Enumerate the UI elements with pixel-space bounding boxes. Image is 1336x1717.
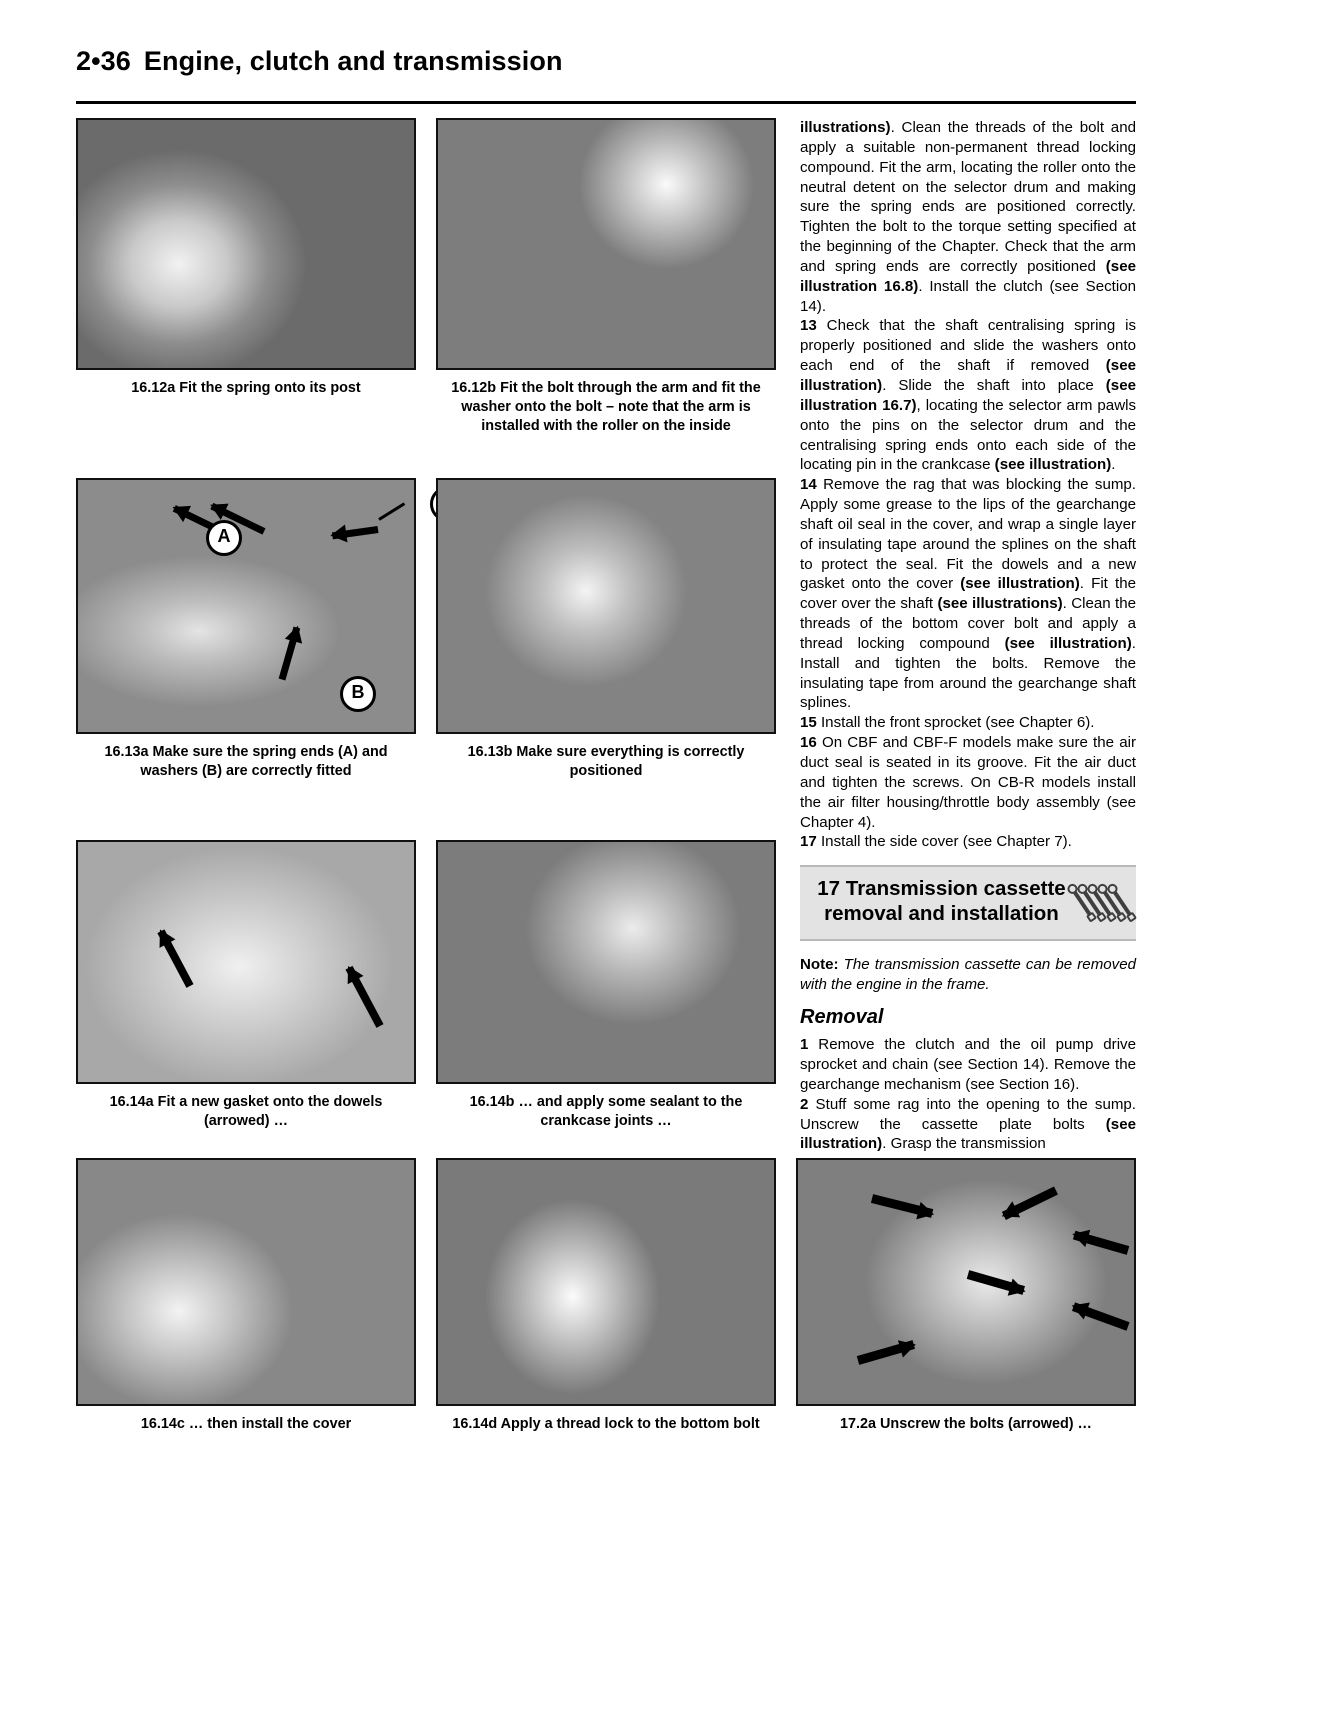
figure-image-16-14d <box>436 1158 776 1406</box>
paragraph-15 <box>800 713 1136 733</box>
para-13-part4: . <box>1111 456 1116 474</box>
figure-16-14c <box>76 1158 416 1434</box>
photo-texture <box>438 120 774 368</box>
para-continued-body: . Clean the threads of the bolt and apply a suitable non-permanent thread locking compound. Fit the arm, locating the roller onto the neutral detent on the selector drum and making sure the spring ends are positioned correctly. Tighten the bolt to the torque setting specified at the beginning of the Chapter. Check that the arm and spring ends are correctly positioned <box>800 119 1136 275</box>
paragraph-17 <box>800 832 1136 852</box>
figure-16-14b <box>436 840 776 1131</box>
photo-texture <box>78 120 414 368</box>
section-title-line1: Transmission cassette <box>845 877 1066 901</box>
figure-image-16-13a <box>76 478 416 734</box>
page-number: 2•36 <box>76 46 131 76</box>
page-header <box>76 46 1136 77</box>
para-17-text: Install the side cover (see Chapter 7). <box>816 833 1072 851</box>
para-15-text: Install the front sprocket (see Chapter 6). <box>816 714 1095 732</box>
para-14-part3: . Clean the threads of the bottom cover bolt and apply a thread locking compound <box>800 595 1136 652</box>
photo-texture <box>78 842 414 1082</box>
note-label: Note: <box>800 956 839 974</box>
bold-see-illustration-3: (see illustration) <box>960 575 1080 593</box>
paragraph-removal-1 <box>800 1035 1136 1095</box>
paragraph-continued <box>800 118 1136 316</box>
section-heading-line-1 <box>809 876 1074 901</box>
spanner-icon <box>1076 876 1130 934</box>
step-number-13: 13 <box>800 317 817 335</box>
figure-caption-16-12b: 16.12b Fit the bolt through the arm and fit the washer onto the bolt – note that the arm is installed with the roller on the inside <box>451 380 761 435</box>
figure-caption-16-14c: 16.14c … then install the cover <box>140 1416 352 1432</box>
figure-image-17-2a <box>796 1158 1136 1406</box>
figure-16-13b <box>436 478 776 781</box>
figure-caption-16-14a: 16.14a Fit a new gasket onto the dowels (arrowed) … <box>109 1094 383 1130</box>
para-continued-tail: . Install the clutch (see Section 14). <box>800 277 1136 315</box>
bold-see-illustration-4: (see illustration) <box>1004 634 1132 652</box>
paragraph-14 <box>800 475 1136 713</box>
photo-texture <box>438 480 774 732</box>
bold-ref-16-8: (see illustration 16.8) <box>800 257 1136 295</box>
para-13-part3: , locating the selector arm pawls onto the pins on the selector drum and the centralising spring ends onto each side of the locating pin in the crankcase <box>800 396 1137 474</box>
step-number-r1: 1 <box>800 1036 809 1054</box>
para-14-part2: . Fit the cover over the shaft <box>800 575 1136 613</box>
section-heading-block <box>800 865 1136 941</box>
step-number-14: 14 <box>800 476 817 494</box>
callout-a: A <box>206 520 242 556</box>
paragraph-removal-2 <box>800 1095 1136 1155</box>
page-title: Engine, clutch and transmission <box>143 46 563 76</box>
figure-image-16-14b <box>436 840 776 1084</box>
step-number-17: 17 <box>800 833 817 851</box>
bold-see-illustration-2: (see illustration) <box>994 456 1112 474</box>
photo-texture <box>798 1160 1134 1404</box>
figure-caption-16-12a: 16.12a Fit the spring onto its post <box>131 380 361 396</box>
figure-caption-16-13b: 16.13b Make sure everything is correctly positioned <box>467 744 745 780</box>
bold-see-illustration-1: (see illustration) <box>800 357 1136 394</box>
subheading-removal: Removal <box>800 1005 884 1028</box>
figure-16-14a <box>76 840 416 1131</box>
para-r2-part1: Stuff some rag into the opening to the sump. Unscrew the cassette plate bolts <box>800 1095 1136 1133</box>
para-14-part1: Remove the rag that was blocking the sump. Apply some grease to the lips of the gearchange shaft oil seal in the cover, and wrap a single layer of insulating tape around the splines on the shaft to protect the seal. Fit the dowels and a new gasket onto the cover <box>800 476 1136 593</box>
photo-texture <box>78 1160 414 1404</box>
note-paragraph <box>800 955 1136 995</box>
para-13-part2: . Slide the shaft into place <box>882 376 1106 394</box>
figure-image-16-13b <box>436 478 776 734</box>
para-14-part4: . Install and tighten the bolts. Remove the insulating tape from around the gearchange shaft splines. <box>800 634 1136 712</box>
section-number: 17 <box>817 877 841 901</box>
para-r2-part2: . Grasp the transmission <box>882 1135 1046 1153</box>
section-title-line2: removal and installation <box>824 902 1059 926</box>
figure-16-14d <box>436 1158 776 1434</box>
figure-caption-17-2a: 17.2a Unscrew the bolts (arrowed) … <box>840 1416 1092 1432</box>
body-text-column <box>800 118 1136 1154</box>
bold-ref-illustrations: illustrations) <box>800 119 891 136</box>
photo-texture <box>438 1160 774 1404</box>
figure-16-12b <box>436 118 776 436</box>
paragraph-16 <box>800 733 1136 832</box>
figure-image-16-12b <box>436 118 776 370</box>
bold-see-illustration-16-7: (see illustration 16.7) <box>800 376 1136 414</box>
para-16-text: On CBF and CBF-F models make sure the air duct seal is seated in its groove. Fit the air duct and tighten the screws. On CB-R models install the air filter housing/throttle body assembly (see Chapter 4). <box>800 734 1136 831</box>
figure-image-16-14c <box>76 1158 416 1406</box>
step-number-r2: 2 <box>800 1095 809 1113</box>
figure-caption-16-14d: 16.14d Apply a thread lock to the bottom bolt <box>452 1416 760 1432</box>
figure-16-12a <box>76 118 416 398</box>
figure-caption-16-14b: 16.14b … and apply some sealant to the crankcase joints … <box>469 1094 743 1130</box>
bold-see-illustrations: (see illustrations) <box>937 595 1063 613</box>
note-text: The transmission cassette can be removed with the engine in the frame. <box>800 956 1136 994</box>
figure-caption-16-13a: 16.13a Make sure the spring ends (A) and washers (B) are correctly fitted <box>104 744 388 780</box>
step-number-16: 16 <box>800 734 817 752</box>
figure-image-16-14a <box>76 840 416 1084</box>
header-rule <box>76 101 1136 104</box>
callout-b-bottom: B <box>340 676 376 712</box>
figure-image-16-12a <box>76 118 416 370</box>
step-number-15: 15 <box>800 714 817 732</box>
paragraph-13 <box>800 316 1136 475</box>
bold-see-illustration-5: (see illustration) <box>800 1115 1136 1153</box>
photo-texture <box>438 842 774 1082</box>
figure-16-13a <box>76 478 416 781</box>
para-13-part1: Check that the shaft centralising spring is properly positioned and slide the washers onto each end of the shaft if removed <box>800 317 1136 375</box>
para-r1-text: Remove the clutch and the oil pump drive sprocket and chain (see Section 14). Remove the gearchange mechanism (see Section 16). <box>800 1036 1136 1093</box>
figure-17-2a <box>796 1158 1136 1434</box>
